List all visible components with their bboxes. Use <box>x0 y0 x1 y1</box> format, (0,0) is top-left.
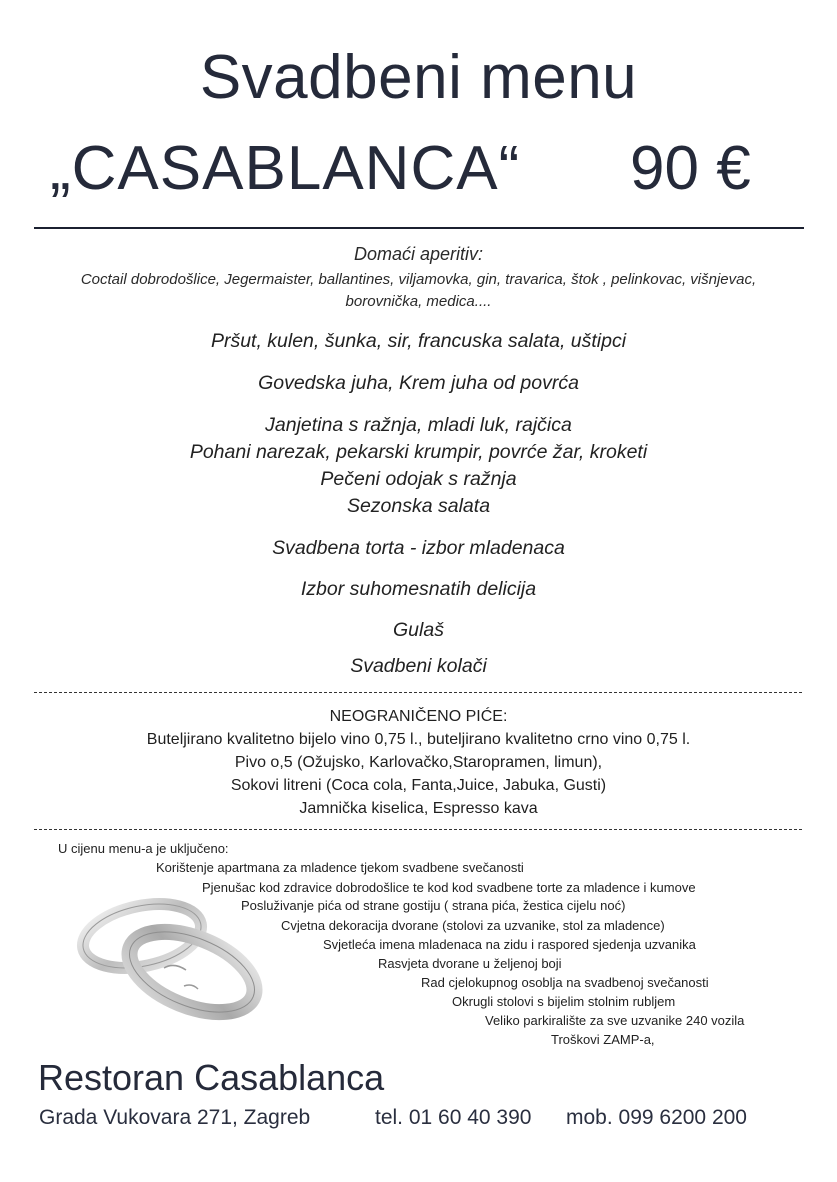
included-item: Svjetleća imena mladenaca na zidu i raspored sjedenja uzvanika <box>323 937 696 952</box>
aperitif-text <box>0 269 837 313</box>
included-item: Posluživanje pića od strane gostiju ( strana pića, žestica cijelu noć) <box>241 898 626 913</box>
aperitif-line: Coctail dobrodošlice, Jegermaister, ballantines, viljamovka, gin, travarica, štok , pelinkovac, višnjevac, <box>80 271 757 288</box>
course-main-3: Pečeni odojak s ražnja <box>320 468 517 490</box>
menu-name: „CASABLANCA“ <box>50 134 521 203</box>
menu-price: 90 € <box>630 134 751 203</box>
included-item: Pjenušac kod zdravice dobrodošlice te kod kod svadbene torte za mladence i kumove <box>202 880 696 895</box>
included-item: Korištenje apartmana za mladence tjekom svadbene svečanosti <box>156 860 524 875</box>
drinks-line: Buteljirano kvalitetno bijelo vino 0,75 l., buteljirano kvalitetno crno vino 0,75 l. <box>146 731 691 748</box>
included-item: Veliko parkiralište za sve uzvanike 240 vozila <box>485 1013 745 1028</box>
header-rule <box>34 227 804 229</box>
included-item: Cvjetna dekoracija dvorane (stolovi za uzvanike, stol za mladence) <box>281 918 665 933</box>
restaurant-phone: tel. 01 60 40 390 <box>375 1106 532 1129</box>
included-item: Troškovi ZAMP-a, <box>551 1032 655 1047</box>
course-cake: Svadbena torta - izbor mladenaca <box>272 537 565 559</box>
course-charcuterie: Izbor suhomesnatih delicija <box>300 578 537 600</box>
course-main-1: Janjetina s ražnja, mladi luk, rajčica <box>265 414 572 436</box>
restaurant-address: Grada Vukovara 271, Zagreb <box>39 1106 311 1129</box>
course-goulash: Gulaš <box>393 619 444 641</box>
course-pastries: Svadbeni kolači <box>350 655 487 677</box>
restaurant-mobile: mob. 099 6200 200 <box>566 1106 747 1129</box>
drinks-title: NEOGRANIČENO PIĆE: <box>329 708 508 725</box>
drinks-line: Pivo o,5 (Ožujsko, Karlovačko,Staropramen, limun), <box>234 754 603 771</box>
drinks-line: Jamnička kiselica, Espresso kava <box>299 800 538 817</box>
course-main-2: Pohani narezak, pekarski krumpir, povrće žar, kroketi <box>189 441 648 463</box>
divider-dashed <box>34 692 802 693</box>
course-soup: Govedska juha, Krem juha od povrća <box>258 372 579 394</box>
restaurant-name: Restoran Casablanca <box>38 1057 385 1098</box>
included-item: Rad cjelokupnog osoblja na svadbenoj svečanosti <box>421 975 709 990</box>
aperitif-line: borovnička, medica.... <box>345 293 492 310</box>
drinks-section <box>0 705 837 820</box>
included-title: U cijenu menu-a je uključeno: <box>58 841 229 856</box>
included-item: Okrugli stolovi s bijelim stolnim rubljem <box>452 994 676 1009</box>
aperitif-title: Domaći aperitiv: <box>353 244 484 264</box>
course-main-4: Sezonska salata <box>346 495 491 517</box>
included-item: Rasvjeta dvorane u željenoj boji <box>378 956 562 971</box>
drinks-line: Sokovi litreni (Coca cola, Fanta,Juice, Jabuka, Gusti) <box>230 777 607 794</box>
course-starter: Pršut, kulen, šunka, sir, francuska salata, uštipci <box>210 330 627 352</box>
menu-title: Svadbeni menu <box>199 43 638 112</box>
divider-dashed <box>34 829 802 830</box>
